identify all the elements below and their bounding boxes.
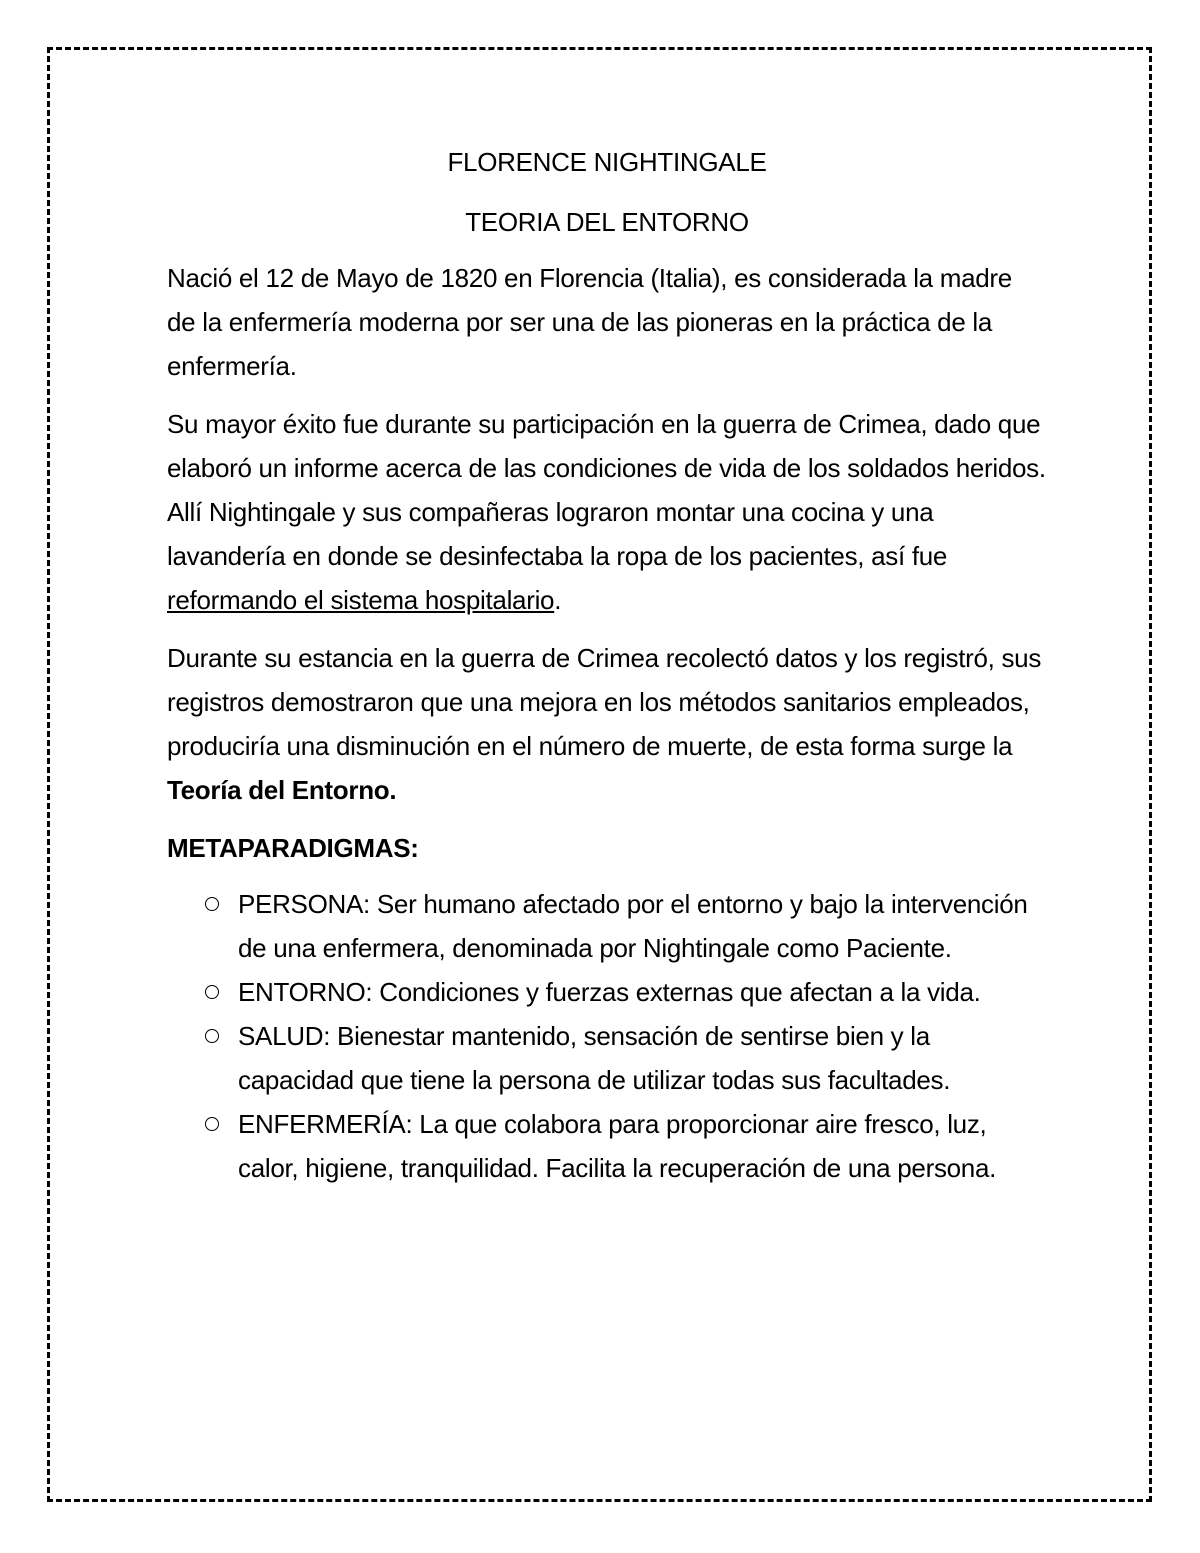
paragraph-text-end: . xyxy=(554,585,562,615)
paragraph-crimea-success xyxy=(167,402,1047,622)
document-title: FLORENCE NIGHTINGALE xyxy=(447,147,767,177)
document-subtitle: TEORIA DEL ENTORNO xyxy=(465,207,749,237)
list-item-text: ENFERMERÍA: La que colabora para proporcionar aire fresco, luz, calor, higiene, tranquilidad. Facilita la recuperación de una persona. xyxy=(238,1109,997,1183)
section-heading: METAPARADIGMAS: xyxy=(167,833,419,863)
bold-phrase: Teoría del Entorno. xyxy=(167,775,397,805)
paragraph-text: Durante su estancia en la guerra de Crimea recolectó datos y los registró, sus registros demostraron que una mejora en los métodos sanitarios empleados, produciría una disminución en el número de muerte, de esta forma surge la xyxy=(167,643,1042,761)
circle-bullet-icon xyxy=(205,897,219,911)
list-item-text: ENTORNO: Condiciones y fuerzas externas que afectan a la vida. xyxy=(238,977,981,1007)
list-item-text: PERSONA: Ser humano afectado por el entorno y bajo la intervención de una enfermera, denominada por Nightingale como Paciente. xyxy=(238,889,1028,963)
list-item xyxy=(167,1014,1047,1102)
list-item xyxy=(167,970,1047,1014)
list-item xyxy=(167,1102,1047,1190)
paragraph-birth: Nació el 12 de Mayo de 1820 en Florencia (Italia), es considerada la madre de la enfermería moderna por ser una de las pioneras en la práctica de la enfermería. xyxy=(167,263,1012,381)
circle-bullet-icon xyxy=(205,1117,219,1131)
list-item xyxy=(167,882,1047,970)
underlined-phrase: reformando el sistema hospitalario xyxy=(167,585,555,615)
paragraph-theory-origin xyxy=(167,636,1047,812)
document-body xyxy=(167,140,1047,1190)
metaparadigm-list xyxy=(167,882,1047,1190)
list-item-text: SALUD: Bienestar mantenido, sensación de sentirse bien y la capacidad que tiene la persona de utilizar todas sus facultades. xyxy=(238,1021,951,1095)
paragraph-text: Su mayor éxito fue durante su participación en la guerra de Crimea, dado que elaboró un informe acerca de las condiciones de vida de los soldados heridos. Allí Nightingale y sus compañeras lograron montar una cocina y una lavandería en donde se desinfectaba la ropa de los pacientes, así fue xyxy=(167,409,1046,571)
circle-bullet-icon xyxy=(205,1029,219,1043)
circle-bullet-icon xyxy=(205,985,219,999)
